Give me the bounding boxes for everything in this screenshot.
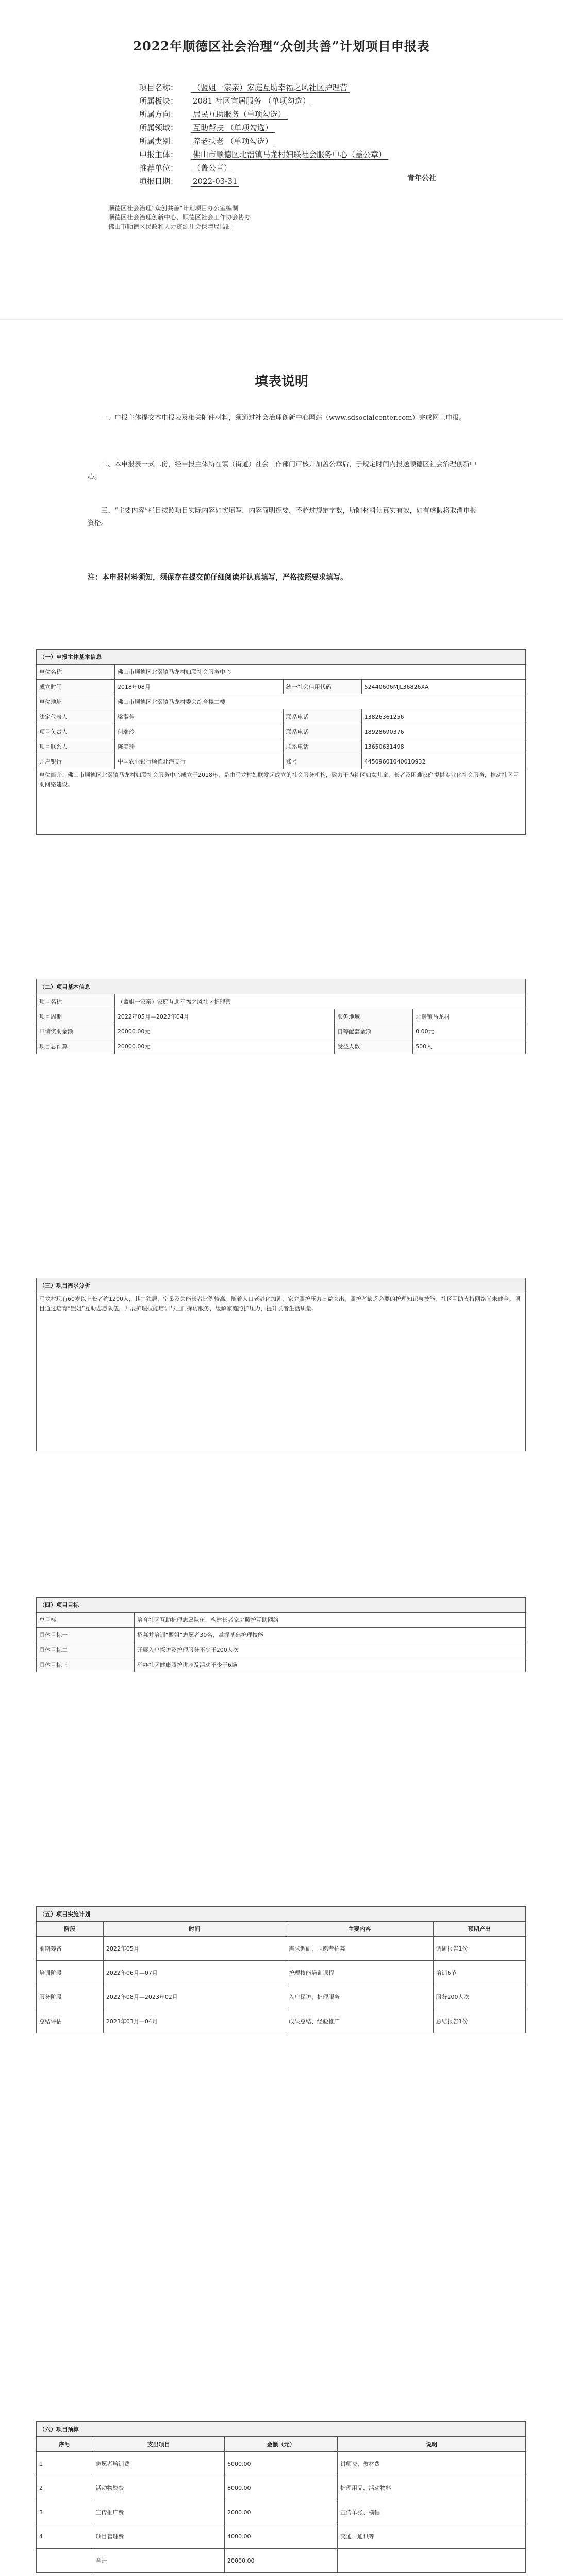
- section-applicant: [36, 649, 526, 835]
- cover-field-label: 所属方向：: [139, 110, 178, 119]
- cell-value: 13826361256: [361, 709, 525, 724]
- table-row: [37, 1039, 526, 1054]
- cover-field-value: （盖公章）: [191, 163, 234, 173]
- cover-field-label: 所属类别：: [139, 137, 178, 146]
- table-cell: 4000.00: [225, 2524, 338, 2549]
- table-cell: 培训阶段: [37, 1961, 104, 1985]
- table-cell: 服务阶段: [37, 1985, 104, 2009]
- table-cell: 20000.00: [225, 2549, 338, 2573]
- cover-field: [139, 163, 449, 173]
- cell-label: 项目负责人: [37, 724, 115, 739]
- cell-label: 项目总预算: [37, 1039, 115, 1054]
- table-cell: 护理技能培训课程: [286, 1961, 433, 1985]
- table-row: [37, 2500, 526, 2524]
- cover-field-value: 居民互助服务（单项勾选）: [191, 110, 288, 120]
- cell-value: 举办社区健康照护讲座及活动不少于6场: [134, 1657, 525, 1672]
- table-row: [37, 709, 526, 724]
- stamp-text: 青年公社: [407, 174, 436, 182]
- column-header: 说明: [338, 2437, 526, 2452]
- cell-label: 具体目标三: [37, 1657, 135, 1672]
- cover-field-value: 佛山市顺德区北滘镇马龙村妇联社会服务中心（盖公章）: [191, 150, 388, 160]
- table-cell: 6000.00: [225, 2452, 338, 2476]
- table-cell: 2: [37, 2476, 93, 2500]
- table-cell: 项目管理费: [93, 2524, 225, 2549]
- cell-value: 中国农业银行顺德北滘支行: [114, 754, 283, 769]
- table-cell: 3: [37, 2500, 93, 2524]
- cell-label: 开户银行: [37, 754, 115, 769]
- cover-field-label: 所属领域：: [139, 123, 178, 132]
- table-row: [37, 754, 526, 769]
- notice-warning: 注：本申报材料须知，须保存在提交前仔细阅读并认真填写，严格按照要求填写。: [88, 573, 347, 582]
- org-intro: 单位简介：佛山市顺德区北滘镇马龙村妇联社会服务中心成立于2018年，是由马龙村妇联发起成立的社会服务机构，致力于为社区妇女儿童、长者及困难家庭提供专业化社会服务，推动社区互助网络建设。: [37, 769, 526, 835]
- cell-label: 项目周期: [37, 1009, 115, 1024]
- table-row: [37, 2452, 526, 2476]
- notice-paragraph: 三、“主要内容”栏目按照项目实际内容如实填写，内容简明扼要，不超过规定字数，所附材料须真实有效，如有虚假将取消申报资格。: [88, 507, 477, 527]
- section-needs: [36, 1278, 526, 1451]
- section-goals: [36, 1597, 526, 1672]
- cell-value: 20000.00元: [114, 1039, 334, 1054]
- table-cell: 2022年05月: [103, 1937, 286, 1961]
- table-row: [37, 1642, 526, 1657]
- table-cell: 交通、通讯等: [338, 2524, 526, 2549]
- cover-field-value: 养老扶老 （单项勾选）: [191, 137, 275, 146]
- cell-value: 18928690376: [361, 724, 525, 739]
- cell-value: 2018年08月: [114, 680, 283, 694]
- column-header: 阶段: [37, 1922, 104, 1937]
- cover-field: [139, 176, 449, 187]
- cell-label: 具体目标二: [37, 1642, 135, 1657]
- table-header: [37, 2437, 526, 2452]
- section-budget: [36, 2421, 526, 2573]
- column-header: 预期产出: [433, 1922, 525, 1937]
- section-head: （三）项目需求分析: [37, 1278, 526, 1293]
- cell-value: 梁淑芳: [114, 709, 283, 724]
- table-row: [37, 1937, 526, 1961]
- cell-label: 联系电话: [283, 724, 361, 739]
- table-cell: 2022年08月—2023年02月: [103, 1985, 286, 2009]
- cell-value: 20000.00元: [114, 1024, 334, 1039]
- cover-field: [139, 136, 449, 146]
- column-header: 金额（元）: [225, 2437, 338, 2452]
- table-row: [37, 1657, 526, 1672]
- cell-label: 统一社会信用代码: [283, 680, 361, 694]
- cover-note: 佛山市顺德区民政和人力资源社会保障局监制: [108, 223, 233, 230]
- table-cell: 1: [37, 2452, 93, 2476]
- cover-field-label: 推荐单位：: [139, 163, 178, 173]
- table-cell: 调研报告1份: [433, 1937, 525, 1961]
- section-head: （二）项目基本信息: [37, 979, 526, 994]
- table-cell: 服务200人次: [433, 1985, 525, 2009]
- cell-value: 招募并培训“盟姐”志愿者30名，掌握基础护理技能: [134, 1628, 525, 1642]
- table-row: [37, 1024, 526, 1039]
- cover-field-label: 所属板块：: [139, 96, 178, 106]
- cell-value: 0.00元: [413, 1024, 526, 1039]
- cell-value: 13650631498: [361, 739, 525, 754]
- cover-field: [139, 96, 449, 106]
- table-row: [37, 665, 526, 680]
- table-row: [37, 2549, 526, 2573]
- table-cell: 活动物资费: [93, 2476, 225, 2500]
- cell-value: 2022年05月—2023年04月: [114, 1009, 334, 1024]
- table-row: [37, 1009, 526, 1024]
- table-cell: 需求调研、志愿者招募: [286, 1937, 433, 1961]
- section-head: （一）申报主体基本信息: [37, 650, 526, 665]
- column-header: 支出项目: [93, 2437, 225, 2452]
- cell-value: 52440606MJL36826XA: [361, 680, 525, 694]
- cell-value: 培育社区互助护理志愿队伍，构建长者家庭照护互助网络: [134, 1613, 525, 1628]
- table-cell: 2000.00: [225, 2500, 338, 2524]
- table-cell: 4: [37, 2524, 93, 2549]
- table-row: [37, 724, 526, 739]
- cover-field-value: 2081 社区宜居服务 （单项勾选）: [191, 96, 312, 106]
- cover-field: [139, 82, 449, 93]
- table-row: [37, 994, 526, 1009]
- table-cell: 宣传推广费: [93, 2500, 225, 2524]
- cover-field-value: （盟姐一家亲）家庭互助幸福之风社区护理营: [191, 83, 350, 93]
- notice-title: 填表说明: [254, 374, 308, 389]
- cell-value: 44509601040010932: [361, 754, 525, 769]
- table-row: [37, 1985, 526, 2009]
- cell-label: 受益人数: [335, 1039, 413, 1054]
- column-header: 时间: [103, 1922, 286, 1937]
- table-row: [37, 694, 526, 709]
- cell-value: 佛山市顺德区北滘镇马龙村委会综合楼二楼: [114, 694, 525, 709]
- table-cell: 入户探访、护理服务: [286, 1985, 433, 2009]
- cell-label: 账号: [283, 754, 361, 769]
- table-cell: [338, 2549, 526, 2573]
- cell-value: 开展入户探访及护理服务不少于200人次: [134, 1642, 525, 1657]
- cell-value: 何瑞玲: [114, 724, 283, 739]
- cover-field: [139, 149, 449, 160]
- cell-label: 项目联系人: [37, 739, 115, 754]
- cell-label: 法定代表人: [37, 709, 115, 724]
- cover-note: 顺德区社会治理创新中心、顺德区社会工作协会协办: [108, 214, 251, 221]
- table-row: [37, 1613, 526, 1628]
- cell-label: 自筹配套金额: [335, 1024, 413, 1039]
- cover-title: 2022年顺德区社会治理“众创共善”计划项目申报表: [133, 39, 430, 54]
- needs-text: 马龙村现有60岁以上长者约1200人，其中独居、空巢及失能长者比例较高。随着人口老龄化加剧，家庭照护压力日益突出，照护者缺乏必要的护理知识与技能，社区互助支持网络尚未健全。项目通过培育“盟姐”互助志愿队伍，开展护理技能培训与上门探访服务，缓解家庭照护压力，提升长者生活质量。: [37, 1293, 526, 1451]
- table-cell: 2022年06月—07月: [103, 1961, 286, 1985]
- cover-page: [0, 0, 563, 289]
- table-row: [37, 2009, 526, 2033]
- cover-field-value: 2022-03-31: [191, 177, 239, 187]
- section-head: （五）项目实施计划: [37, 1907, 526, 1922]
- cell-value: 陈美珍: [114, 739, 283, 754]
- cover-field: [139, 109, 449, 120]
- table-row: [37, 2476, 526, 2500]
- table-row: [37, 739, 526, 754]
- column-header: 主要内容: [286, 1922, 433, 1937]
- table-cell: 培训6节: [433, 1961, 525, 1985]
- cell-label: 申请资助金额: [37, 1024, 115, 1039]
- cover-field-label: 申报主体：: [139, 150, 178, 159]
- table-cell: 合计: [93, 2549, 225, 2573]
- table-row: [37, 2524, 526, 2549]
- cover-note: 顺德区社会治理“众创共善”计划项目办公室编制: [108, 205, 239, 212]
- cell-label: 服务地域: [335, 1009, 413, 1024]
- cell-value: （盟姐一家亲）家庭互助幸福之风社区护理营: [114, 994, 525, 1009]
- table-cell: 宣传单张、横幅: [338, 2500, 526, 2524]
- table-cell: 前期筹备: [37, 1937, 104, 1961]
- section-head: （六）项目预算: [37, 2422, 526, 2437]
- cell-label: 单位地址: [37, 694, 115, 709]
- cover-field-label: 项目名称：: [139, 83, 178, 92]
- table-cell: 总结评估: [37, 2009, 104, 2033]
- table-row: [37, 1628, 526, 1642]
- section-head: （四）项目目标: [37, 1598, 526, 1613]
- cell-value: 佛山市顺德区北滘镇马龙村妇联社会服务中心: [114, 665, 525, 680]
- table-cell: 2023年03月—04月: [103, 2009, 286, 2033]
- table-header: [37, 1922, 526, 1937]
- cell-label: 成立时间: [37, 680, 115, 694]
- cell-label: 联系电话: [283, 709, 361, 724]
- cover-field: [139, 123, 449, 133]
- table-cell: 讲师费、教材费: [338, 2452, 526, 2476]
- cell-value: 北滘镇马龙村: [413, 1009, 526, 1024]
- cell-label: 项目名称: [37, 994, 115, 1009]
- cover-field-value: 互助帮扶 （单项勾选）: [191, 123, 275, 133]
- cell-label: 联系电话: [283, 739, 361, 754]
- cell-label: 单位名称: [37, 665, 115, 680]
- table-cell: 成果总结、经验推广: [286, 2009, 433, 2033]
- table-cell: [37, 2549, 93, 2573]
- column-header: 序号: [37, 2437, 93, 2452]
- cell-label: 总目标: [37, 1613, 135, 1628]
- table-row: [37, 1961, 526, 1985]
- table-row: [37, 680, 526, 694]
- notice-paragraph: 二、本申报表一式二份，经申报主体所在镇（街道）社会工作部门审核并加盖公章后，于规定时间内报送顺德区社会治理创新中心。: [88, 461, 477, 481]
- cover-field-label: 填报日期：: [139, 177, 178, 186]
- table-cell: 总结报告1份: [433, 2009, 525, 2033]
- cell-value: 500人: [413, 1039, 526, 1054]
- table-cell: 护理用品、活动物料: [338, 2476, 526, 2500]
- section-project: [36, 979, 526, 1054]
- table-cell: 8000.00: [225, 2476, 338, 2500]
- table-cell: 志愿者培训费: [93, 2452, 225, 2476]
- cell-label: 具体目标一: [37, 1628, 135, 1642]
- notice-paragraph: 一、申报主体提交本申报表及相关附件材料，须通过社会治理创新中心网站（www.sdsocialcenter.com）完成网上申报。: [101, 414, 466, 422]
- section-plan: [36, 1906, 526, 2033]
